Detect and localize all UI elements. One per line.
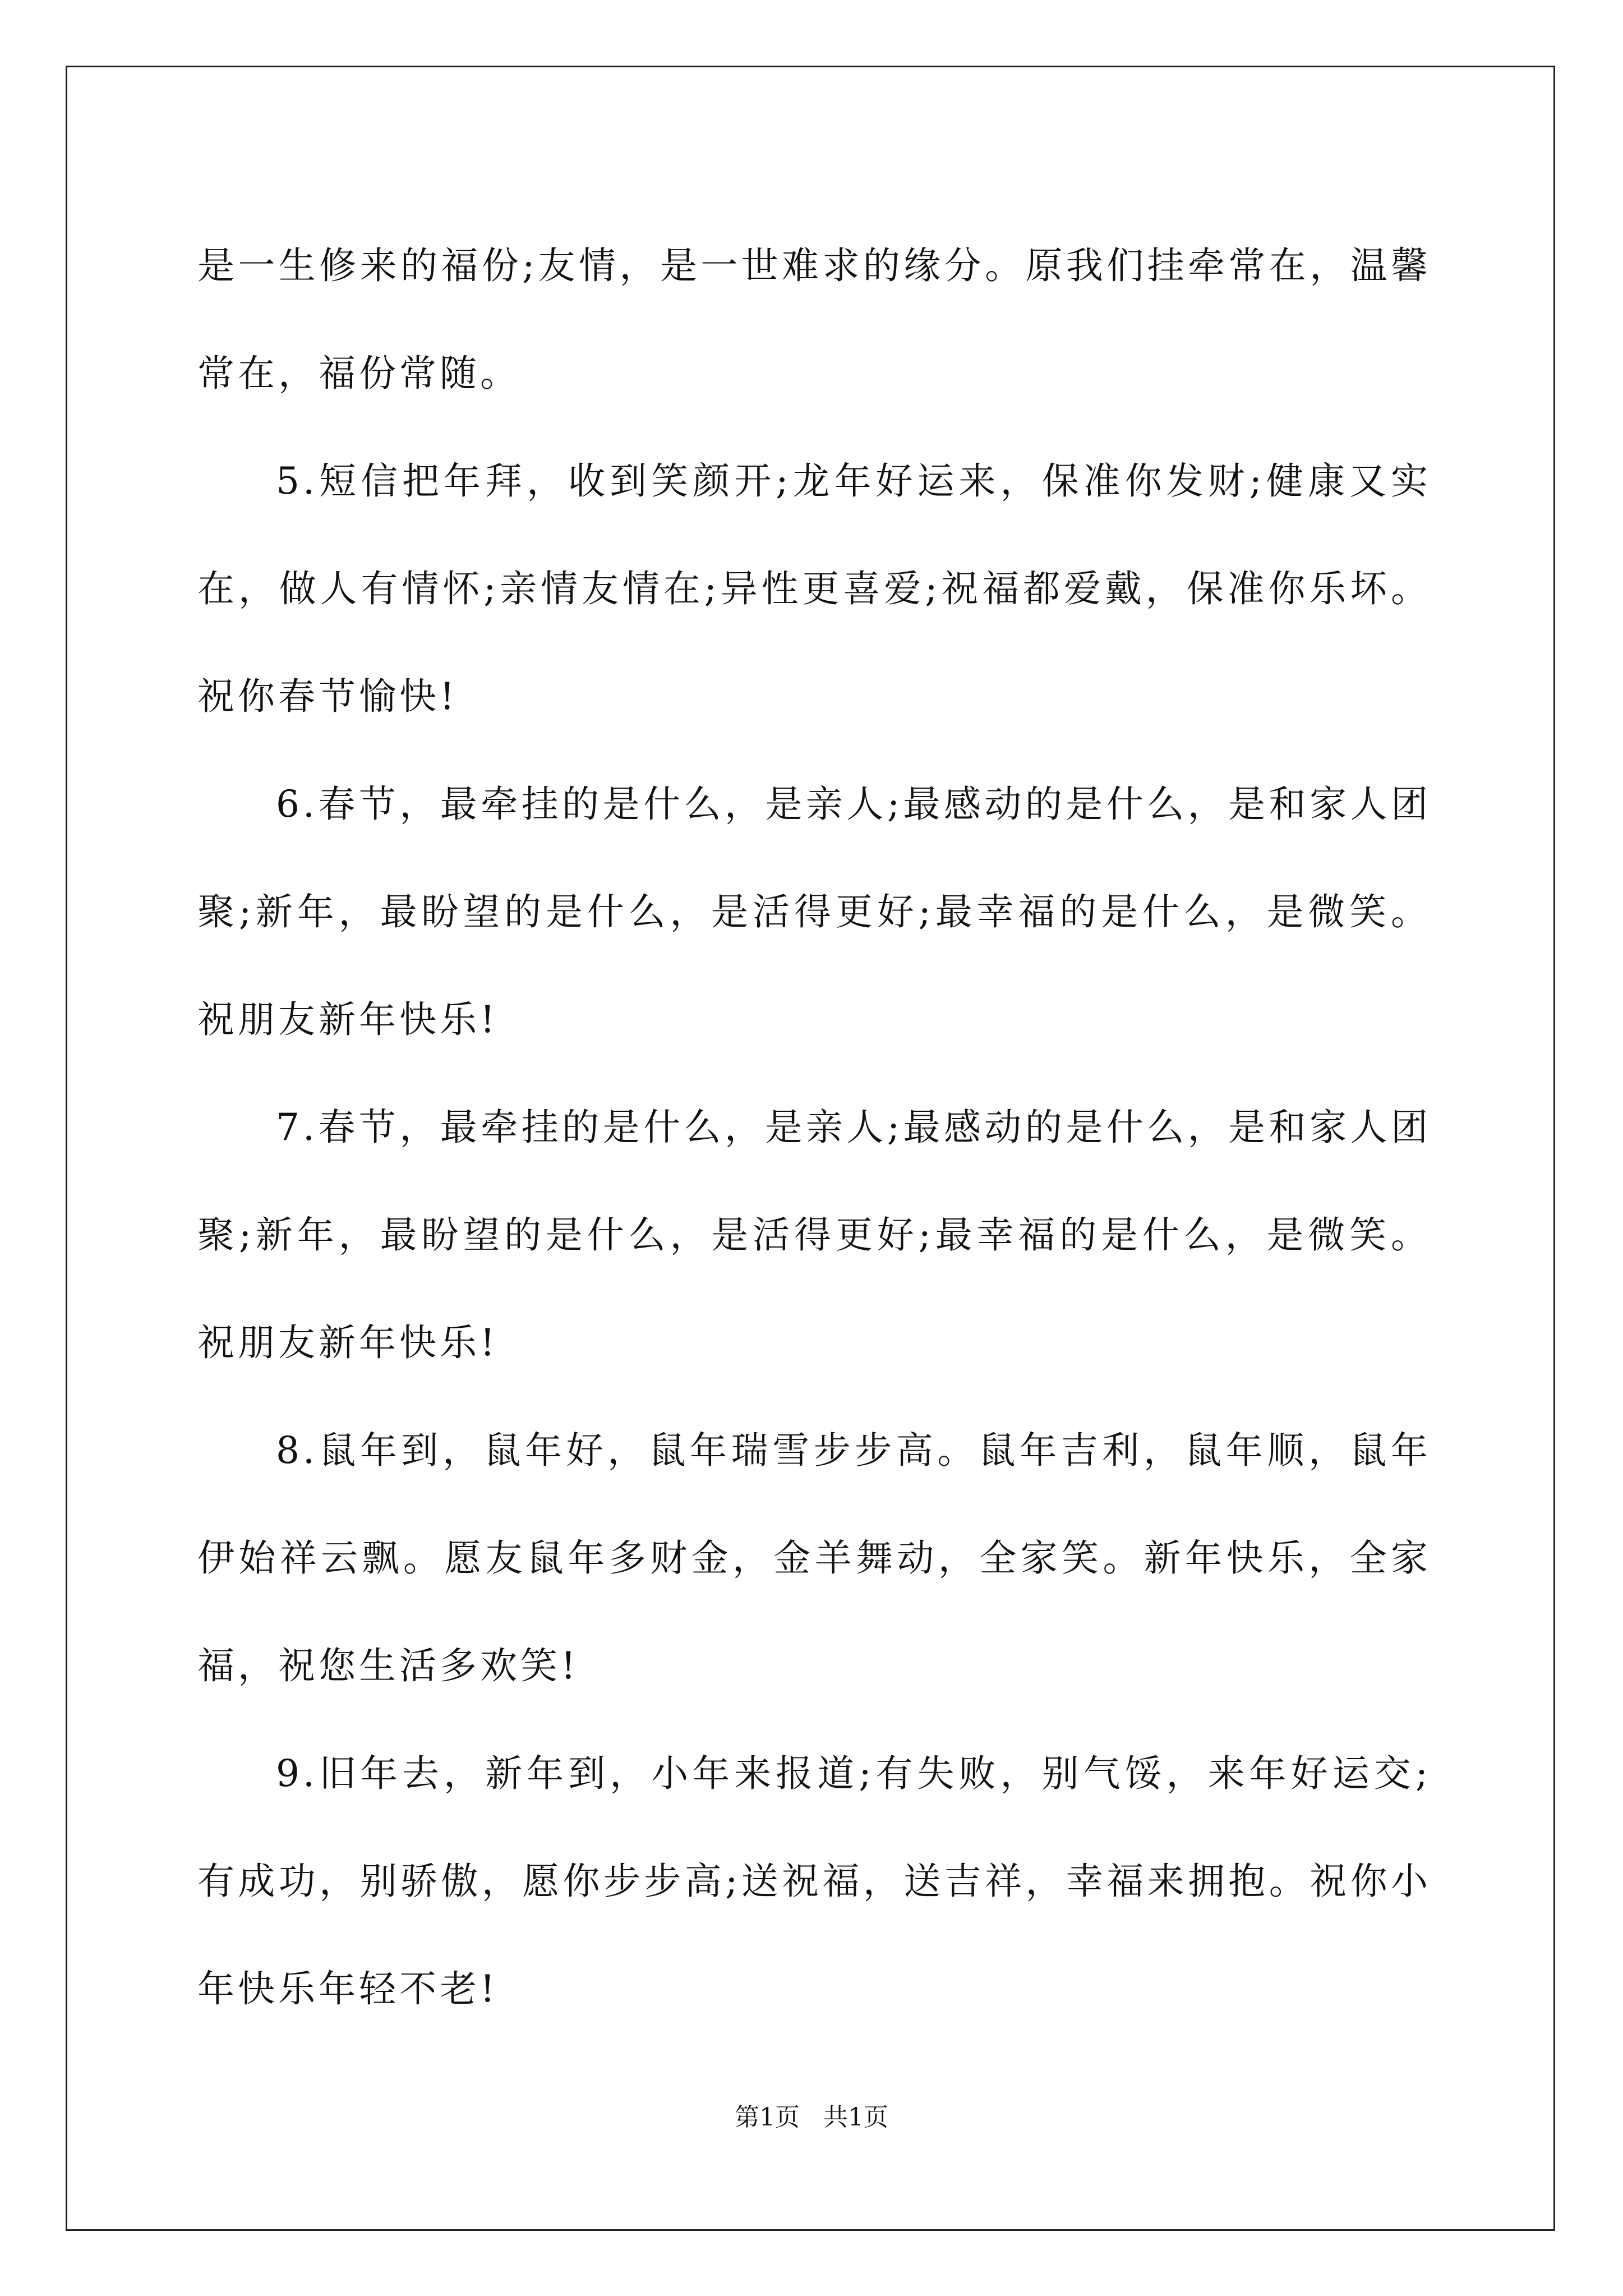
paragraph-item-9: 9.旧年去，新年到，小年来报道;有失败，别气馁，来年好运交;有成功，别骄傲，愿你步步高;送祝福，送吉祥，幸福来拥抱。祝你小年快乐年轻不老!: [197, 1752, 1431, 2010]
paragraph-item-7: 7.春节，最牵挂的是什么，是亲人;最感动的是什么，是和家人团聚;新年，最盼望的是什么，是活得更好;最幸福的是什么，是微笑。祝朋友新年快乐!: [197, 1106, 1431, 1364]
page-number-total: 共1页: [823, 2103, 888, 2132]
page-number-current: 第1页: [735, 2103, 800, 2132]
paragraph-item-6: 6.春节，最牵挂的是什么，是亲人;最感动的是什么，是和家人团聚;新年，最盼望的是什么，是活得更好;最幸福的是什么，是微笑。祝朋友新年快乐!: [197, 783, 1431, 1041]
paragraph-item-5: 5.短信把年拜，收到笑颜开;龙年好运来，保准你发财;健康又实在，做人有情怀;亲情友情在;异性更喜爱;祝福都爱戴，保准你乐坏。祝你春节愉快!: [197, 459, 1431, 718]
paragraph-item-8: 8.鼠年到，鼠年好，鼠年瑞雪步步高。鼠年吉利，鼠年顺，鼠年伊始祥云飘。愿友鼠年多财金，金羊舞动，全家笑。新年快乐，全家福，祝您生活多欢笑!: [197, 1429, 1431, 1687]
page-footer: [0, 2101, 1623, 2134]
paragraph-continuation: 是一生修来的福份;友情，是一世难求的缘分。原我们挂牵常在，温馨常在，福份常随。: [197, 244, 1431, 395]
document-body: [197, 212, 1431, 2043]
